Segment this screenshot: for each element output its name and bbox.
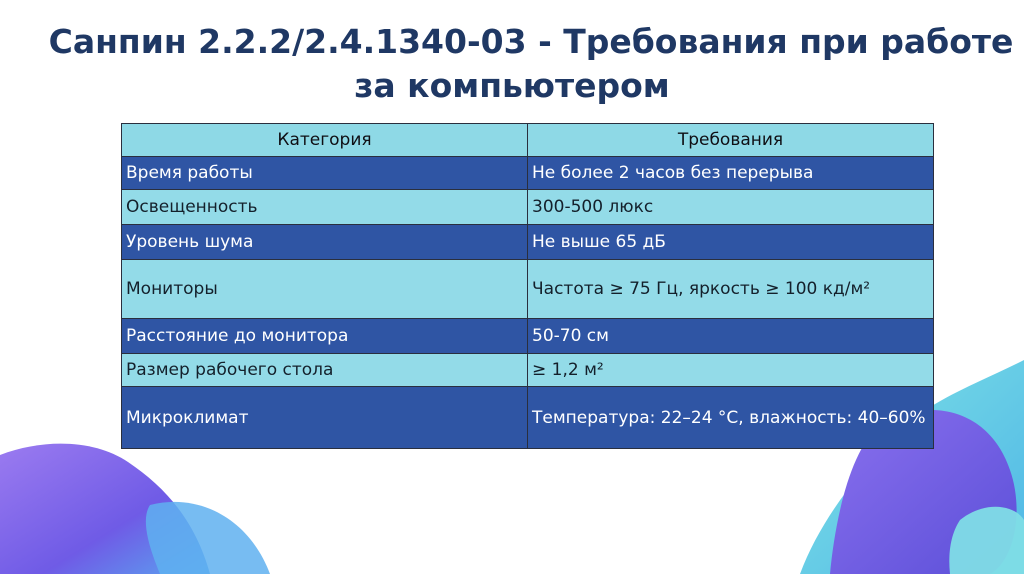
cell-requirement: ≥ 1,2 м² bbox=[528, 354, 934, 387]
requirements-table bbox=[121, 123, 934, 449]
table-row bbox=[122, 260, 934, 319]
cell-requirement: 300-500 люкс bbox=[528, 190, 934, 225]
table-row bbox=[122, 319, 934, 354]
title-line-2: за компьютером bbox=[354, 66, 670, 105]
header-category: Категория bbox=[122, 124, 528, 157]
table-row bbox=[122, 225, 934, 260]
cell-category: Размер рабочего стола bbox=[122, 354, 528, 387]
cell-requirement: 50-70 см bbox=[528, 319, 934, 354]
table-row bbox=[122, 387, 934, 449]
cell-category: Время работы bbox=[122, 157, 528, 190]
cell-category: Освещенность bbox=[122, 190, 528, 225]
table-row bbox=[122, 190, 934, 225]
header-requirements: Требования bbox=[528, 124, 934, 157]
cell-requirement: Частота ≥ 75 Гц, яркость ≥ 100 кд/м² bbox=[528, 260, 934, 319]
table-row bbox=[122, 354, 934, 387]
left-blue-blob bbox=[146, 502, 270, 574]
cell-requirement: Температура: 22–24 °С, влажность: 40–60% bbox=[528, 387, 934, 449]
table-header-row bbox=[122, 124, 934, 157]
cell-category: Мониторы bbox=[122, 260, 528, 319]
cell-category: Уровень шума bbox=[122, 225, 528, 260]
table-row bbox=[122, 157, 934, 190]
page-title bbox=[0, 20, 1024, 108]
cell-category: Расстояние до монитора bbox=[122, 319, 528, 354]
title-line-1: Санпин 2.2.2/2.4.1340-03 - Требования при работе bbox=[48, 22, 1014, 61]
cell-category: Микроклимат bbox=[122, 387, 528, 449]
cell-requirement: Не выше 65 дБ bbox=[528, 225, 934, 260]
cell-requirement: Не более 2 часов без перерыва bbox=[528, 157, 934, 190]
